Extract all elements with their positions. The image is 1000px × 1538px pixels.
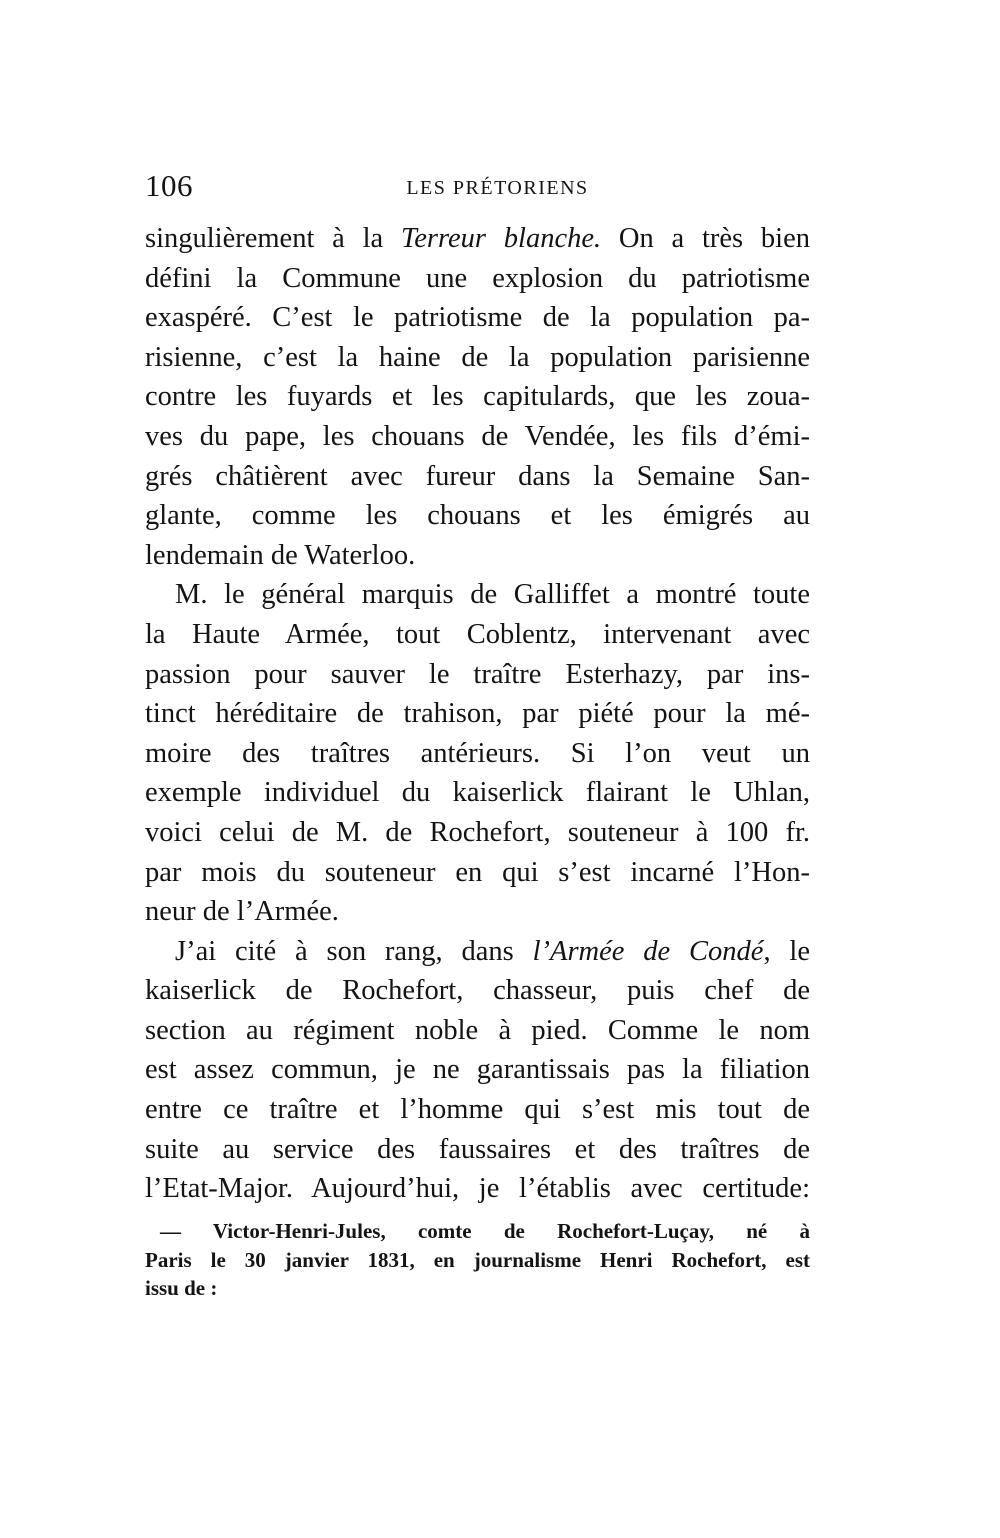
text-line: lendemain de Waterloo. (145, 539, 416, 571)
text-line: exemple individuel du kaiserlick flairant le Uhlan, (145, 777, 810, 809)
note-line: — Victor-Henri-Jules, comte de Rochefort-Luçay, né à (160, 1219, 810, 1243)
text-line: neur de l’Armée. (145, 896, 339, 928)
page-number: 106 (145, 168, 193, 203)
text-line: ves du pape, les chouans de Vendée, les fils d’émi- (145, 420, 810, 452)
text-line: section au régiment noble à pied. Comme le nom (145, 1014, 810, 1046)
text-line: kaiserlick de Rochefort, chasseur, puis chef de (145, 975, 810, 1007)
note-line: Paris le 30 janvier 1831, en journalisme Henri Rochefort, est (145, 1247, 810, 1272)
note-block (145, 1217, 810, 1303)
text-line: suite au service des faussaires et des traîtres de (145, 1133, 810, 1165)
paragraph-start: J’ai cité à son rang, dans l’Armée de Condé, le (175, 935, 810, 967)
text-line: défini la Commune une explosion du patriotisme (145, 262, 810, 294)
text-line: moire des traîtres antérieurs. Si l’on veut un (145, 737, 810, 769)
text-line: est assez commun, je ne garantissais pas la filiation (145, 1054, 810, 1086)
italic-title: Terreur blanche. (400, 223, 602, 254)
text-line: contre les fuyards et les capitulards, que les zoua- (145, 381, 810, 413)
text-line: glante, comme les chouans et les émigrés au (145, 500, 810, 532)
running-title: LES PRÉTORIENS (406, 177, 589, 199)
italic-title: l’Armée de Condé (532, 935, 764, 967)
text-line: voici celui de M. de Rochefort, souteneur à 100 fr. (145, 816, 810, 848)
text-line: l’Etat-Major. Aujourd’hui, je l’établis avec certitude: (145, 1173, 810, 1205)
text-line: tinct héréditaire de trahison, par piété pour la mé- (145, 698, 810, 730)
text-line: par mois du souteneur en qui s’est incarné l’Hon- (145, 856, 810, 888)
text-line: exaspéré. C’est le patriotisme de la population pa- (145, 302, 810, 334)
page-header (145, 166, 810, 206)
text-line: risienne, c’est la haine de la population parisienne (145, 341, 810, 373)
paragraph-start: M. le général marquis de Galliffet a montré toute (175, 579, 810, 611)
text-line: la Haute Armée, tout Coblentz, intervenant avec (145, 618, 810, 650)
text-line: singulièrement à la Terreur blanche. On a très bien (145, 223, 811, 254)
text-line: passion pour sauver le traître Esterhazy, par ins- (145, 658, 810, 690)
text-line: grés châtièrent avec fureur dans la Semaine San- (145, 460, 810, 492)
body-text (145, 219, 810, 1209)
note-line: issu de : (145, 1276, 218, 1300)
text-line: entre ce traître et l’homme qui s’est mis tout de (145, 1094, 810, 1126)
